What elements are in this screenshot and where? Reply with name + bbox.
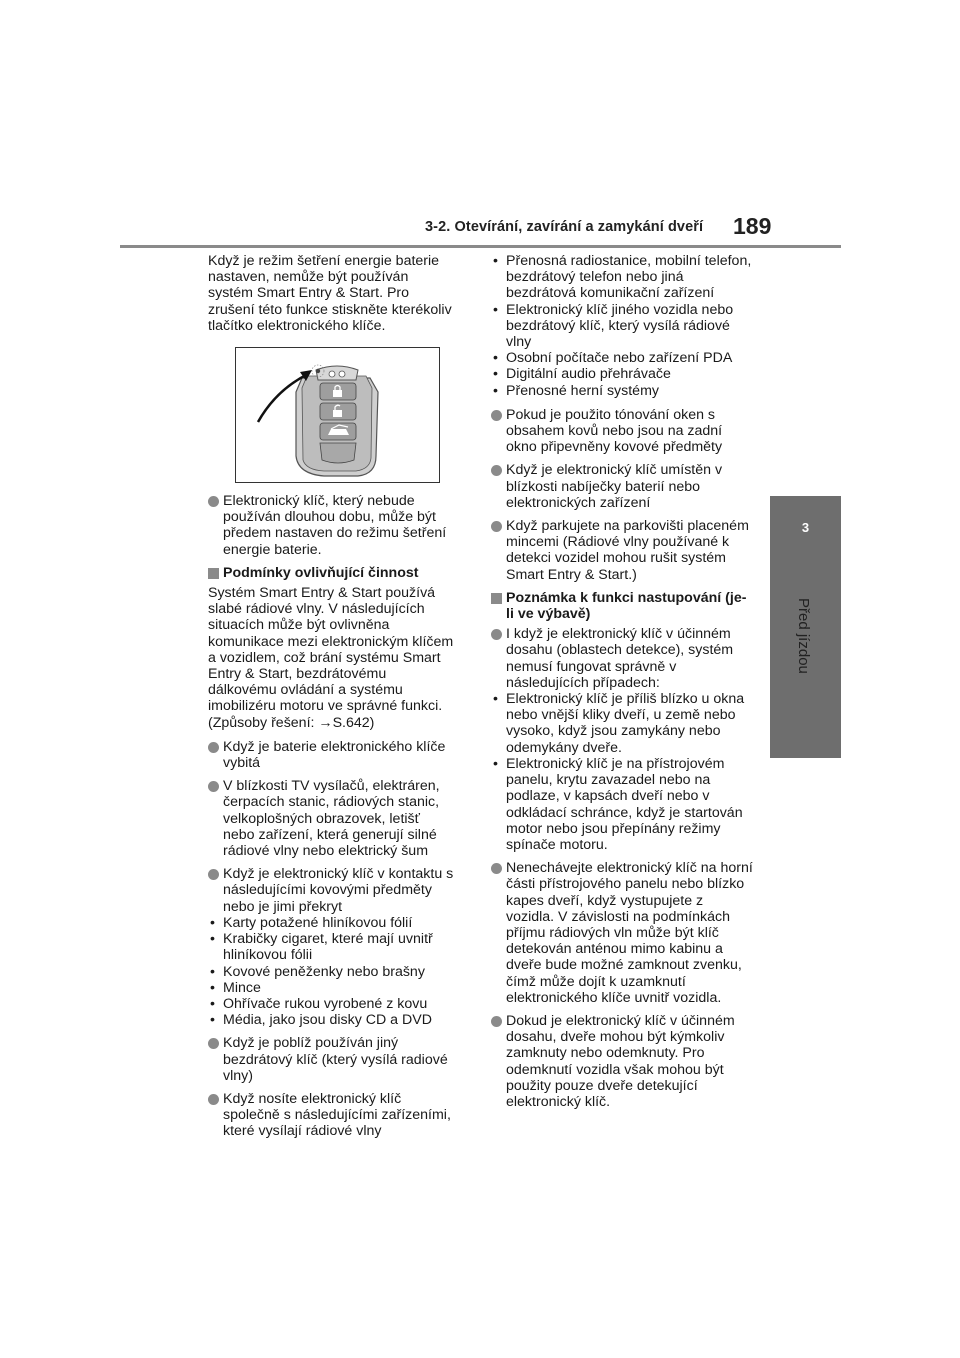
list-item: • Elektronický klíč je příliš blízko u okna nebo vnější kliky dveří, u země nebo vysoko, když jsou zamykány nebo odemykány dveře. — [491, 691, 753, 756]
bullet-battery: Když je baterie elektronického klíče vybitá — [208, 739, 454, 771]
list-item: • Elektronický klíč jiného vozidla nebo bezdrátový klíč, který vysílá rádiové vlny — [491, 302, 753, 351]
bullet-long-unused: Elektronický klíč, který nebude používán dlouhou dobu, může být předem nastaven do režimu šetření energie baterie. — [208, 493, 454, 558]
list-item: • Osobní počítače nebo zařízení PDA — [491, 350, 753, 366]
list-item: • Elektronický klíč je na přístrojovém panelu, krytu zavazadel nebo na podlaze, v kapsách dveří nebo v odkládací schránce, když je startován motor nebo jsou přepínány režimy spínače motoru. — [491, 756, 753, 853]
right-column — [491, 253, 753, 1117]
bullet-dash: Nenechávejte elektronický klíč na horní části přístrojového panelu nebo blízko kapes dveří, když vystupujete z vozidla. V závislosti na podmínkách příjmu rádiových vln může být klíč detekován anténou mimo kabinu a dveře bude možné zamknout zvenku, čímž může dojít k uzamknutí elektronického klíče uvnitř vozidla. — [491, 860, 753, 1006]
bullet-lock: Dokud je elektronický klíč v účinném dosahu, dveře mohou být kýmkoliv zamknuty nebo odemknuty. Pro odemknutí vozidla však mohou být použity pouze dveře detekující elektronický klíč. — [491, 1013, 753, 1110]
intro-paragraph: Když je režim šetření energie baterie nastaven, nemůže být používán systém Smart Entry & Start. Pro zrušení této funkce stiskněte kterékoliv tlačítko elektronického klíče. — [208, 253, 452, 334]
list-item: • Média, jako jsou disky CD a DVD — [208, 1012, 454, 1028]
key-fob-figure — [235, 347, 440, 483]
device-items-list — [491, 253, 753, 399]
bullet-charger: Když je elektronický klíč umístěn v blízkosti nabíječky baterií nebo elektronických zařízení — [491, 462, 753, 511]
bullet-range-text: I když je elektronický klíč v účinném dosahu (oblastech detekce), systém nemusí fungovat správně v následujících případech: — [506, 626, 734, 691]
header-rule — [120, 245, 841, 248]
list-item: • Mince — [208, 980, 454, 996]
list-item: • Kovové peněženky nebo brašny — [208, 964, 454, 980]
left-column — [208, 253, 454, 1147]
list-item: • Přenosná radiostanice, mobilní telefon, bezdrátový telefon nebo jiná bezdrátová komunikační zařízení — [491, 253, 753, 302]
bullet-tv: V blízkosti TV vysílačů, elektráren, čerpacích stanic, rádiových stanic, velkoplošných obrazovek, letišť nebo zařízení, která generují silné rádiové vlny nebo elektrický šum — [208, 778, 454, 859]
chapter-label: Před jízdou — [795, 598, 812, 674]
list-item: • Krabičky cigaret, které mají uvnitř hliníkovou fólii — [208, 931, 454, 963]
bullet-tint: Pokud je použito tónování oken s obsahem kovů nebo jsou na zadní okno připevněny kovové předměty — [491, 407, 753, 456]
list-item: • Přenosné herní systémy — [491, 383, 753, 399]
bullet-parking: Když parkujete na parkovišti placeném mincemi (Rádiové vlny používané k detekci vozidel mohou rušit systém Smart Entry & Start.) — [491, 518, 753, 583]
bullet-range — [491, 626, 753, 853]
bullet-metal — [208, 866, 454, 1028]
list-item: • Karty potažené hliníkovou fólií — [208, 915, 454, 931]
list-item: • Ohřívače rukou vyrobené z kovu — [208, 996, 454, 1012]
solutions-reference: (Způsoby řešení: →S.642) — [208, 714, 375, 731]
bullet-metal-text: Když je elektronický klíč v kontaktu s následujícími kovovými předměty nebo je jimi překryt — [223, 866, 454, 915]
list-item: • Digitální audio přehrávače — [491, 366, 753, 382]
bullet-devices: Když nosíte elektronický klíč společně s následujícími zařízeními, které vysílají rádiové vlny — [208, 1091, 454, 1140]
heading-conditions: Podmínky ovlivňující činnost — [208, 565, 454, 581]
chapter-number: 3 — [801, 520, 810, 535]
key-fob-icon — [236, 348, 439, 482]
section-title: 3-2. Otevírání, zavírání a zamykání dveří — [425, 219, 704, 235]
bullet-other-key: Když je poblíž používán jiný bezdrátový klíč (který vysílá radiové vlny) — [208, 1035, 454, 1084]
metal-items-list — [208, 915, 454, 1028]
range-items-list — [491, 691, 753, 853]
heading-note: Poznámka k funkci nastupování (je-li ve výbavě) — [491, 590, 753, 622]
page-number: 189 — [733, 213, 772, 239]
conditions-paragraph: Systém Smart Entry & Start používá slabé rádiové vlny. V následujících situacích může být ovlivněna komunikace mezi elektronickým klíčem a vozidlem, což brání systému Smart Entry & Start, bezdrátovému dálkovému ovládání a systému imobilizéru motoru ve správné funkci. — [208, 585, 454, 715]
